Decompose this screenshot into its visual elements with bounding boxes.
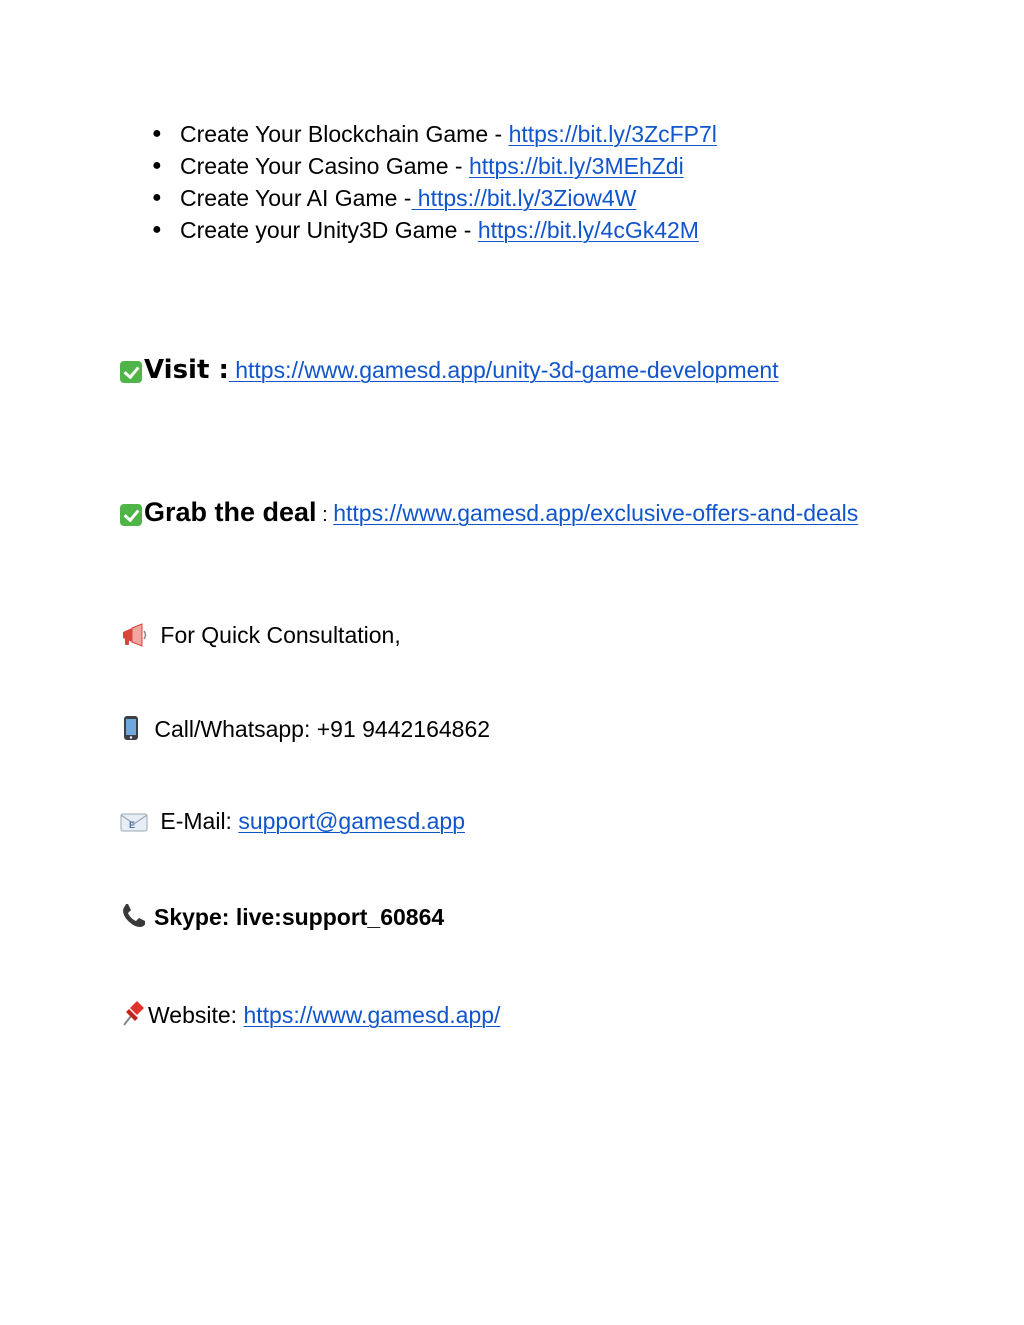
- check-mark-button-icon: [120, 504, 142, 526]
- call-text: Call/Whatsapp: +91 9442164862: [148, 716, 491, 742]
- website-row: [120, 999, 500, 1029]
- list-item: [152, 150, 717, 182]
- website-link[interactable]: https://www.gamesd.app/: [243, 1002, 501, 1028]
- call-row: [120, 715, 490, 743]
- list-item: [152, 214, 717, 246]
- email-icon: [120, 811, 148, 833]
- deal-label: Grab the deal: [144, 497, 317, 527]
- blockchain-game-link[interactable]: https://bit.ly/3ZcFP7l: [508, 121, 717, 147]
- bullet-icon: ●: [152, 157, 162, 174]
- list-item-label: Create Your AI Game -: [180, 185, 412, 211]
- skype-row: [120, 903, 444, 931]
- consultation-text: For Quick Consultation,: [154, 622, 401, 648]
- email-row: [120, 808, 465, 835]
- deal-row: [120, 497, 858, 528]
- email-label: E-Mail:: [154, 808, 239, 834]
- visit-link[interactable]: https://www.gamesd.app/unity-3d-game-development: [228, 357, 779, 383]
- consultation-row: [120, 622, 401, 649]
- telephone-receiver-icon: [120, 903, 148, 929]
- list-item: [152, 182, 717, 214]
- megaphone-icon: [120, 623, 148, 647]
- list-item-label: Create Your Casino Game -: [180, 153, 469, 179]
- bullet-icon: ●: [152, 125, 162, 142]
- deal-link[interactable]: https://www.gamesd.app/exclusive-offers-and-deals: [333, 500, 859, 526]
- visit-row: [120, 355, 779, 385]
- bullet-icon: ●: [152, 189, 162, 206]
- unity3d-game-link[interactable]: https://bit.ly/4cGk42M: [477, 217, 699, 243]
- svg-text:E: E: [129, 820, 136, 830]
- check-mark-button-icon: [120, 361, 142, 383]
- pushpin-icon: [120, 999, 146, 1027]
- email-link[interactable]: support@gamesd.app: [238, 808, 465, 834]
- game-links-list: [152, 118, 717, 246]
- deal-separator: :: [316, 504, 334, 526]
- mobile-phone-icon: [120, 715, 142, 741]
- website-label: Website:: [148, 1002, 244, 1028]
- ai-game-link[interactable]: https://bit.ly/3Ziow4W: [411, 185, 637, 211]
- skype-text: Skype: live:support_60864: [154, 904, 445, 930]
- casino-game-link[interactable]: https://bit.ly/3MEhZdi: [468, 153, 684, 179]
- list-item: [152, 118, 717, 150]
- bullet-icon: ●: [152, 221, 162, 238]
- visit-label: Visit :: [144, 355, 229, 385]
- list-item-label: Create your Unity3D Game -: [180, 217, 478, 243]
- list-item-label: Create Your Blockchain Game -: [180, 121, 509, 147]
